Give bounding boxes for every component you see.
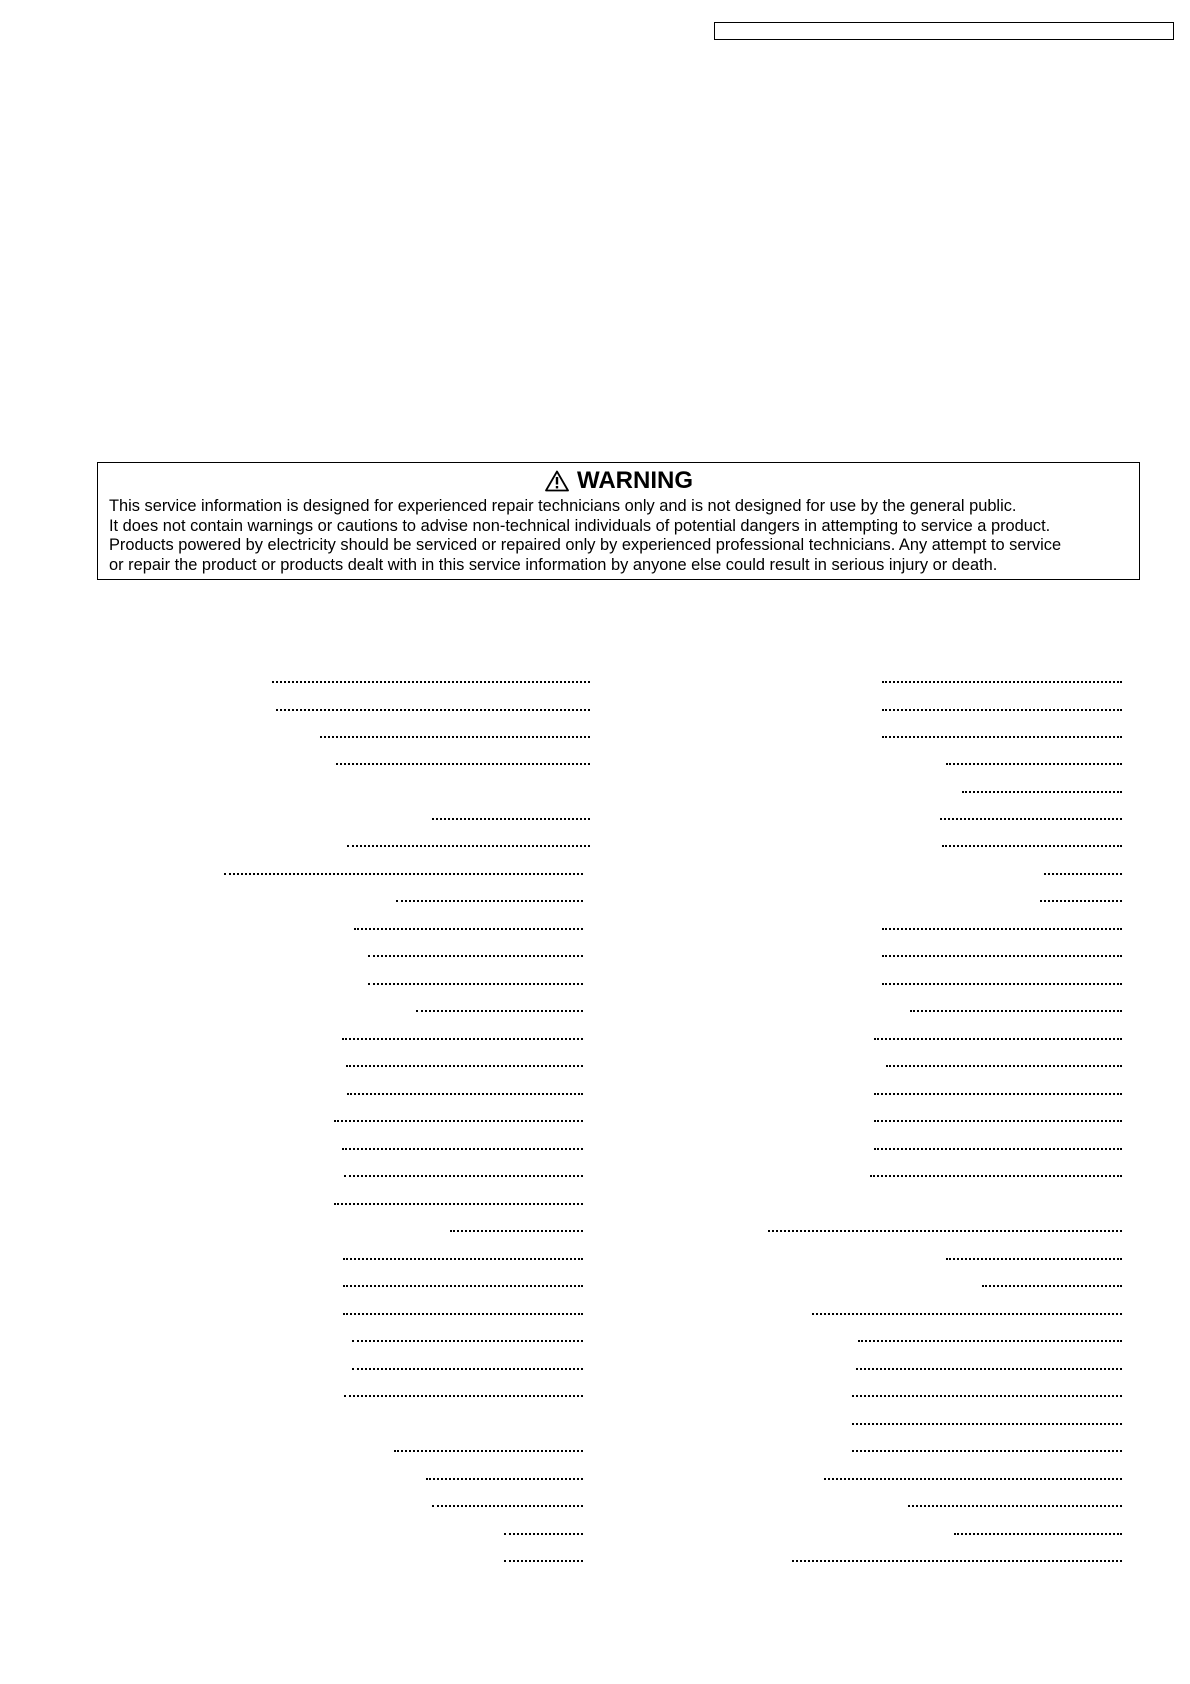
toc-left-leader xyxy=(347,1093,583,1095)
toc-left-leader xyxy=(224,873,583,875)
toc-left-leader xyxy=(416,1010,583,1012)
toc-right-leader xyxy=(882,955,1122,957)
toc-right-leader xyxy=(874,1093,1122,1095)
toc-left-leader xyxy=(368,983,583,985)
toc-left-leader xyxy=(368,955,583,957)
toc-left-leader xyxy=(352,1368,583,1370)
warning-heading xyxy=(109,467,1129,495)
toc-right-leader xyxy=(874,1120,1122,1122)
toc-right-leader xyxy=(1044,873,1122,875)
toc-right-leader xyxy=(856,1368,1122,1370)
toc-right-leader xyxy=(812,1313,1122,1315)
toc-right-leader xyxy=(882,736,1122,738)
toc-left-leader xyxy=(336,763,590,765)
toc-right-leader xyxy=(886,1065,1122,1067)
toc-left-leader xyxy=(450,1230,583,1232)
toc-right-leader xyxy=(852,1395,1122,1397)
toc-right-leader xyxy=(874,1148,1122,1150)
toc-right-leader xyxy=(792,1560,1122,1562)
toc-right-leader xyxy=(870,1175,1122,1177)
warning-box xyxy=(97,462,1140,580)
toc-right-leader xyxy=(910,1010,1122,1012)
toc-right-leader xyxy=(954,1533,1122,1535)
toc-left-leader xyxy=(276,709,590,711)
toc-right-leader xyxy=(852,1450,1122,1452)
toc-left-leader xyxy=(394,1450,583,1452)
toc-left-leader xyxy=(343,1285,583,1287)
toc-left-leader xyxy=(344,1395,583,1397)
toc-right-leader xyxy=(882,983,1122,985)
toc-right-leader xyxy=(946,1258,1122,1260)
toc-left-leader xyxy=(334,1120,583,1122)
toc-right-leader xyxy=(882,681,1122,683)
toc-left-leader xyxy=(426,1478,583,1480)
toc-left-leader xyxy=(334,1203,583,1205)
toc-right-leader xyxy=(874,1038,1122,1040)
warning-line-3: Products powered by electricity should be serviced or repaired only by experienced professional technicians. Any attempt to service xyxy=(109,536,1062,554)
toc-left-leader xyxy=(343,1258,583,1260)
warning-triangle-icon xyxy=(545,470,569,492)
toc-right-leader xyxy=(908,1505,1122,1507)
header-title-box xyxy=(714,22,1174,40)
toc-right-leader xyxy=(940,818,1122,820)
warning-title: WARNING xyxy=(577,467,693,494)
toc-right-leader xyxy=(946,763,1122,765)
toc-right-leader xyxy=(824,1478,1122,1480)
warning-line-4: or repair the product or products dealt with in this service information by anyone else could result in serious injury or death. xyxy=(109,555,998,574)
toc-left-leader xyxy=(342,1038,583,1040)
toc-right-leader xyxy=(942,845,1122,847)
toc-left-leader xyxy=(396,900,583,902)
toc-left-leader xyxy=(320,736,590,738)
toc-left-leader xyxy=(504,1560,583,1562)
toc-right-leader xyxy=(852,1423,1122,1425)
toc-left-leader xyxy=(346,1065,583,1067)
toc-right-leader xyxy=(858,1340,1122,1342)
toc-left-leader xyxy=(432,818,590,820)
toc-right-leader xyxy=(982,1285,1122,1287)
toc-left-leader xyxy=(354,928,583,930)
toc-left-leader xyxy=(342,1148,583,1150)
warning-line-2: It does not contain warnings or cautions to advise non-technical individuals of potential dangers in attempting to service a product. xyxy=(109,516,1051,535)
toc-right-leader xyxy=(768,1230,1122,1232)
toc-right-leader xyxy=(882,928,1122,930)
warning-line-1: This service information is designed for experienced repair technicians only and is not designed for use by the general public. xyxy=(109,497,1017,515)
toc-left-leader xyxy=(504,1533,583,1535)
toc-left-leader xyxy=(344,1175,583,1177)
toc-left-leader xyxy=(272,681,590,683)
toc-left-leader xyxy=(347,845,590,847)
toc-right-leader xyxy=(962,791,1122,793)
toc-left-leader xyxy=(352,1340,583,1342)
toc-left-leader xyxy=(432,1505,583,1507)
toc-right-leader xyxy=(882,709,1122,711)
toc-right-leader xyxy=(1040,900,1122,902)
toc-left-leader xyxy=(343,1313,583,1315)
